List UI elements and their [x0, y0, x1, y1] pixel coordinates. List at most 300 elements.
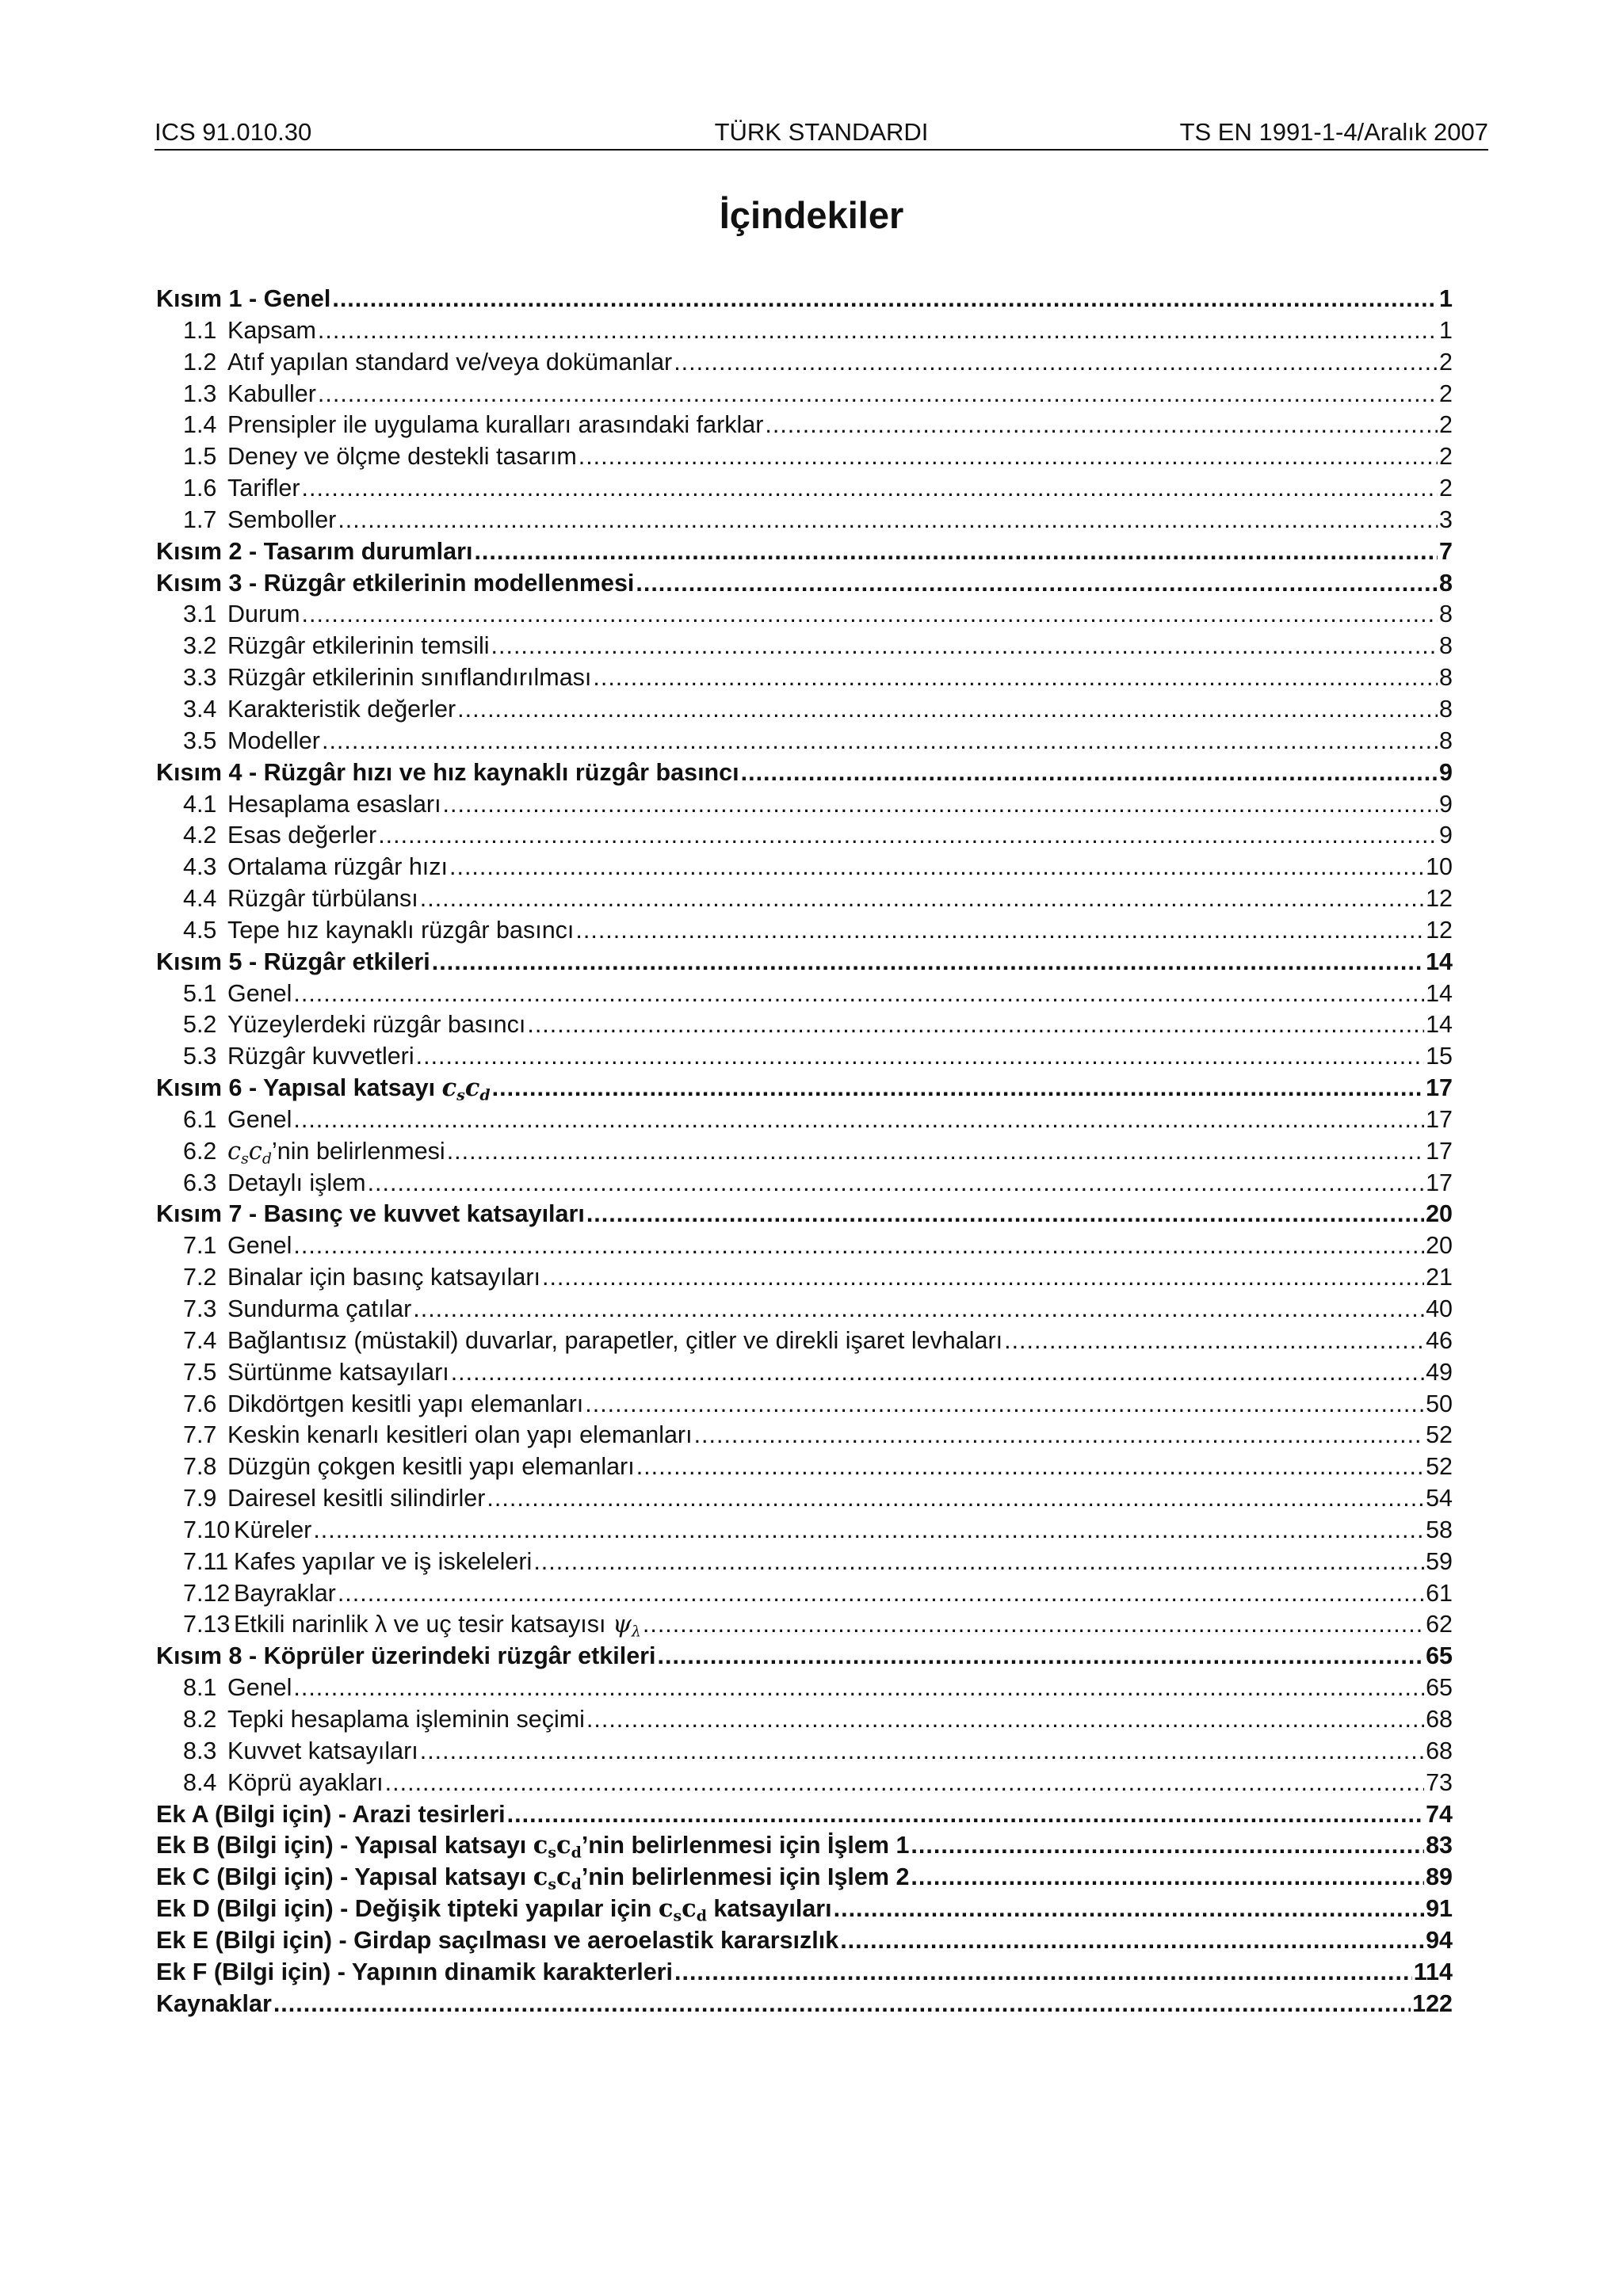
- toc-entry-label: [183, 441, 577, 473]
- toc-entry-label: [183, 631, 490, 662]
- dot-leader: [385, 1768, 1424, 1799]
- standard-type: TÜRK STANDARDI: [714, 118, 929, 146]
- toc-entry-label: [183, 1262, 540, 1294]
- toc-subsection-entry[interactable]: [156, 1609, 1453, 1641]
- toc-entry-label: [183, 1041, 414, 1073]
- toc-entry-number: 8.4: [183, 1768, 217, 1796]
- toc-entry-title: Kuvvet katsayıları: [227, 1737, 418, 1764]
- toc-subsection-entry[interactable]: [156, 1389, 1453, 1421]
- dot-leader: [368, 1168, 1424, 1199]
- dot-leader: [338, 1578, 1424, 1610]
- toc-entry-title: Düzgün çokgen kesitli yapı elemanları: [227, 1453, 635, 1481]
- toc-subsection-entry[interactable]: [156, 1420, 1453, 1451]
- toc-subsection-entry[interactable]: [156, 1515, 1453, 1547]
- toc-page-number: 1: [1439, 316, 1453, 344]
- toc-page-number: 14: [1426, 979, 1453, 1007]
- table-of-contents: [156, 284, 1453, 2019]
- toc-page-number: 46: [1426, 1326, 1453, 1354]
- toc-entry-label: [156, 1073, 491, 1104]
- toc-entry-label: [183, 1325, 1002, 1357]
- toc-subsection-entry[interactable]: [156, 599, 1453, 631]
- dot-leader: [542, 1262, 1424, 1294]
- toc-entry-label: [156, 1199, 585, 1230]
- dot-leader: [911, 1862, 1424, 1894]
- dot-leader: [273, 1989, 1411, 2020]
- toc-subsection-entry[interactable]: [156, 1736, 1453, 1768]
- dot-leader: [378, 820, 1438, 852]
- dot-leader: [533, 1547, 1424, 1578]
- dot-leader: [313, 1515, 1424, 1547]
- toc-entry-label: [183, 1736, 418, 1768]
- toc-entry-number: 6.3: [183, 1169, 217, 1196]
- toc-entry-title: Genel: [227, 1674, 292, 1702]
- toc-page-number: 12: [1426, 885, 1453, 913]
- toc-page-number: 2: [1439, 348, 1453, 376]
- toc-page-number: 68: [1426, 1737, 1453, 1764]
- toc-subsection-entry[interactable]: [156, 1168, 1453, 1199]
- toc-subsection-entry[interactable]: [156, 883, 1453, 915]
- dot-leader: [491, 631, 1438, 662]
- toc-page-number: 2: [1439, 379, 1453, 407]
- toc-entry-label: [183, 694, 456, 726]
- toc-entry-number: 5.3: [183, 1043, 217, 1070]
- toc-section-entry[interactable]: [156, 1925, 1453, 1957]
- toc-page-number: 94: [1426, 1926, 1453, 1954]
- math-symbol: $c_sc_d$: [658, 1894, 707, 1925]
- toc-page-number: 73: [1426, 1768, 1453, 1796]
- toc-entry-label: [183, 1104, 292, 1136]
- toc-page-number: 54: [1426, 1485, 1453, 1512]
- toc-page-number: 83: [1426, 1832, 1453, 1859]
- dot-leader: [443, 789, 1438, 821]
- toc-entry-number: 7.2: [183, 1264, 217, 1291]
- toc-page-number: 8: [1439, 727, 1453, 754]
- toc-entry-label: [183, 347, 672, 379]
- toc-page-number: 62: [1426, 1611, 1453, 1638]
- toc-subsection-entry[interactable]: [156, 347, 1453, 379]
- toc-entry-number: 4.1: [183, 790, 217, 818]
- toc-entry-label: [183, 473, 300, 505]
- toc-subsection-entry[interactable]: [156, 1325, 1453, 1357]
- toc-page-number: 91: [1426, 1895, 1453, 1923]
- toc-entry-title: Küreler: [234, 1516, 312, 1543]
- toc-entry-number: 7.3: [183, 1295, 217, 1322]
- toc-entry-title: Rüzgâr etkilerinin temsili: [227, 632, 490, 660]
- toc-page-number: 20: [1426, 1200, 1453, 1228]
- toc-entry-title: Sürtünme katsayıları: [227, 1358, 449, 1386]
- toc-entry-title: Esas değerler: [227, 822, 377, 849]
- toc-entry-number: 1.4: [183, 411, 217, 439]
- toc-entry-number: 7.7: [183, 1421, 217, 1449]
- toc-entry-label: [183, 1294, 411, 1325]
- toc-subsection-entry[interactable]: [156, 789, 1453, 821]
- dot-leader: [447, 1136, 1424, 1168]
- toc-entry-title: Genel: [227, 1105, 292, 1133]
- toc-entry-title: Bayraklar: [234, 1579, 336, 1607]
- toc-entry-label: [183, 1451, 635, 1483]
- toc-page-number: 7: [1439, 537, 1453, 565]
- toc-subsection-entry[interactable]: [156, 441, 1453, 473]
- dot-leader: [338, 505, 1438, 536]
- toc-subsection-entry[interactable]: [156, 852, 1453, 883]
- toc-entry-title: Kısım 8 - Köprüler üzerindeki rüzgâr etkileri: [156, 1642, 656, 1670]
- dot-leader: [332, 284, 1438, 315]
- toc-entry-title: Kaynaklar: [156, 1989, 272, 2017]
- toc-subsection-entry[interactable]: [156, 1451, 1453, 1483]
- toc-section-entry[interactable]: [156, 1830, 1453, 1862]
- toc-entry-title: Hesaplama esasları: [227, 790, 441, 818]
- toc-entry-title: Kabuller: [227, 379, 316, 407]
- toc-entry-label: [183, 1420, 693, 1451]
- dot-leader: [420, 883, 1424, 915]
- toc-entry-number: 8.2: [183, 1705, 217, 1733]
- toc-entry-title: Köprü ayakları: [227, 1768, 384, 1796]
- toc-entry-number: 7.12: [183, 1579, 231, 1607]
- dot-leader: [293, 1230, 1424, 1262]
- toc-entry-label: [183, 1230, 292, 1262]
- toc-entry-number: 7.6: [183, 1390, 217, 1417]
- toc-subsection-entry[interactable]: [156, 1009, 1453, 1041]
- toc-subsection-entry[interactable]: [156, 694, 1453, 726]
- toc-entry-number: 4.2: [183, 822, 217, 849]
- toc-entry-title: Ortalama rüzgâr hızı: [227, 853, 448, 881]
- toc-section-entry[interactable]: [156, 1894, 1453, 1925]
- dot-leader: [579, 441, 1438, 473]
- toc-entry-label: [156, 1957, 673, 1989]
- toc-page-number: 114: [1413, 1958, 1453, 1985]
- toc-entry-number: 6.2: [183, 1137, 217, 1165]
- toc-entry-number: 3.5: [183, 727, 217, 754]
- toc-entry-label: [183, 978, 292, 1010]
- dot-leader: [449, 852, 1424, 883]
- dot-leader: [318, 379, 1438, 410]
- toc-entry-title: Binalar için basınç katsayıları: [227, 1264, 540, 1291]
- toc-entry-title: Etkili narinlik λ ve uç tesir katsayısı: [234, 1611, 613, 1638]
- toc-entry-number: 3.2: [183, 632, 217, 660]
- toc-page-number: 1: [1439, 285, 1453, 312]
- dot-leader: [432, 947, 1424, 978]
- toc-entry-number: 3.3: [183, 664, 217, 692]
- toc-page-number: 21: [1426, 1264, 1453, 1291]
- toc-entry-number: 7.10: [183, 1516, 231, 1543]
- toc-page-number: 20: [1426, 1232, 1453, 1260]
- toc-entry-title: Genel: [227, 979, 292, 1007]
- dot-leader: [694, 1420, 1425, 1451]
- toc-entry-label: [156, 1830, 909, 1862]
- toc-subsection-entry[interactable]: [156, 631, 1453, 662]
- toc-subsection-entry[interactable]: [156, 1704, 1453, 1736]
- toc-section-entry[interactable]: [156, 536, 1453, 568]
- toc-entry-label: [156, 1989, 272, 2020]
- toc-subsection-entry[interactable]: [156, 505, 1453, 536]
- toc-page-number: 52: [1426, 1421, 1453, 1449]
- toc-subsection-entry[interactable]: [156, 1672, 1453, 1704]
- toc-entry-number: 8.3: [183, 1737, 217, 1764]
- toc-entry-title: Atıf yapılan standard ve/veya dokümanlar: [227, 348, 673, 376]
- dot-leader: [911, 1830, 1424, 1862]
- toc-entry-label: [183, 379, 316, 410]
- toc-page-number: 17: [1426, 1169, 1453, 1196]
- toc-section-entry[interactable]: [156, 1957, 1453, 1989]
- dot-leader: [575, 915, 1424, 947]
- toc-entry-title: Kısım 6 - Yapısal katsayı: [156, 1074, 442, 1102]
- toc-entry-label: [183, 505, 336, 536]
- toc-page-number: 68: [1426, 1705, 1453, 1733]
- toc-entry-title-suffix: ’nin belirlenmesi: [272, 1137, 445, 1165]
- toc-page-number: 14: [1426, 948, 1453, 975]
- toc-entry-label: [183, 883, 418, 915]
- page-title: İçindekiler: [719, 194, 904, 236]
- toc-entry-title: Modeller: [227, 727, 320, 754]
- toc-page-number: 65: [1426, 1674, 1453, 1702]
- toc-page-number: 17: [1426, 1137, 1453, 1165]
- dot-leader: [457, 694, 1438, 726]
- toc-page-number: 9: [1439, 790, 1453, 818]
- toc-entry-number: 4.5: [183, 916, 217, 944]
- toc-section-entry[interactable]: [156, 1799, 1453, 1831]
- dot-leader: [527, 1009, 1424, 1041]
- toc-entry-title: Semboller: [227, 505, 337, 533]
- dot-leader: [1004, 1325, 1424, 1357]
- ics-code: ICS 91.010.30: [155, 118, 312, 146]
- toc-section-entry[interactable]: [156, 568, 1453, 600]
- toc-entry-title: Keskin kenarlı kesitleri olan yapı elemanları: [227, 1421, 693, 1449]
- toc-entry-number: 1.1: [183, 316, 217, 344]
- toc-entry-label: [183, 410, 763, 441]
- dot-leader: [293, 978, 1424, 1010]
- toc-page-number: 2: [1439, 411, 1453, 439]
- toc-page-number: 2: [1439, 475, 1453, 502]
- toc-entry-number: 7.13: [183, 1611, 231, 1638]
- toc-entry-number: 1.5: [183, 443, 217, 471]
- toc-subsection-entry[interactable]: [156, 1547, 1453, 1578]
- toc-subsection-entry[interactable]: [156, 379, 1453, 410]
- toc-entry-number: 1.3: [183, 379, 217, 407]
- dot-leader: [643, 1609, 1424, 1641]
- toc-entry-label: [156, 947, 430, 978]
- toc-entry-label: [156, 568, 634, 600]
- dot-leader: [302, 599, 1438, 631]
- toc-subsection-entry[interactable]: [156, 1136, 1453, 1168]
- toc-entry-title: Rüzgâr kuvvetleri: [227, 1043, 414, 1070]
- toc-entry-title: Karakteristik değerler: [227, 695, 456, 723]
- toc-entry-label: [156, 1799, 506, 1831]
- toc-entry-number: 4.4: [183, 885, 217, 913]
- dot-leader: [322, 726, 1438, 757]
- toc-subsection-entry[interactable]: [156, 1768, 1453, 1799]
- toc-entry-number: 7.11: [183, 1547, 229, 1575]
- toc-entry-title: Kafes yapılar ve iş iskeleleri: [234, 1547, 533, 1575]
- toc-entry-number: 3.4: [183, 695, 217, 723]
- toc-page-number: 9: [1439, 758, 1453, 786]
- toc-subsection-entry[interactable]: [156, 726, 1453, 757]
- dot-leader: [636, 568, 1438, 600]
- toc-entry-title: Kısım 4 - Rüzgâr hızı ve hız kaynaklı rüzgâr basıncı: [156, 758, 739, 786]
- standard-number: TS EN 1991-1-4/Aralık 2007: [1179, 118, 1488, 146]
- toc-entry-label: [183, 726, 320, 757]
- toc-subsection-entry[interactable]: [156, 1104, 1453, 1136]
- toc-subsection-entry[interactable]: [156, 978, 1453, 1010]
- toc-entry-title: Tepe hız kaynaklı rüzgâr basıncı: [227, 916, 575, 944]
- toc-entry-title: Kısım 7 - Basınç ve kuvvet katsayıları: [156, 1200, 585, 1228]
- toc-entry-label: [183, 1768, 384, 1799]
- toc-section-entry[interactable]: [156, 1862, 1453, 1894]
- toc-section-entry[interactable]: [156, 1073, 1453, 1104]
- toc-entry-number: 4.3: [183, 853, 217, 881]
- toc-entry-title-suffix: ’nin belirlenmesi için Işlem 2: [581, 1863, 910, 1891]
- dot-leader: [293, 1104, 1424, 1136]
- toc-entry-title: Rüzgâr etkilerinin sınıflandırılması: [227, 664, 592, 692]
- dot-leader: [741, 757, 1438, 789]
- toc-subsection-entry[interactable]: [156, 1357, 1453, 1389]
- toc-subsection-entry[interactable]: [156, 820, 1453, 852]
- toc-entry-label: [183, 1136, 445, 1168]
- toc-page-number: 14: [1426, 1011, 1453, 1039]
- toc-page-number: 3: [1439, 505, 1453, 533]
- toc-section-entry[interactable]: [156, 1989, 1453, 2020]
- toc-entry-title: Ek D (Bilgi için) - Değişik tipteki yapılar için: [156, 1895, 659, 1923]
- toc-subsection-entry[interactable]: [156, 915, 1453, 947]
- toc-page-number: 50: [1426, 1390, 1453, 1417]
- dot-leader: [413, 1294, 1424, 1325]
- toc-entry-label: [183, 1547, 532, 1578]
- dot-leader: [487, 1483, 1424, 1515]
- toc-page-number: 89: [1426, 1863, 1453, 1891]
- toc-section-entry[interactable]: [156, 1199, 1453, 1230]
- toc-entry-title: Prensipler ile uygulama kuralları arasındaki farklar: [227, 411, 764, 439]
- toc-entry-label: [156, 1894, 832, 1925]
- dot-leader: [658, 1641, 1425, 1672]
- dot-leader: [318, 315, 1438, 347]
- dot-leader: [834, 1894, 1424, 1925]
- toc-section-entry[interactable]: [156, 947, 1453, 978]
- toc-page-number: 8: [1439, 664, 1453, 692]
- toc-entry-title: Genel: [227, 1232, 292, 1260]
- dot-leader: [765, 410, 1438, 441]
- toc-entry-label: [156, 536, 472, 568]
- toc-page-number: 59: [1426, 1547, 1453, 1575]
- dot-leader: [586, 1199, 1424, 1230]
- dot-leader: [451, 1357, 1424, 1389]
- toc-entry-title: Bağlantısız (müstakil) duvarlar, parapetler, çitler ve direkli işaret levhaları: [227, 1326, 1003, 1354]
- toc-entry-number: 3.1: [183, 601, 217, 628]
- toc-page-number: 52: [1426, 1453, 1453, 1481]
- toc-entry-title: Ek B (Bilgi için) - Yapısal katsayı: [156, 1832, 533, 1859]
- toc-entry-label: [183, 852, 448, 883]
- toc-page-number: 8: [1439, 632, 1453, 660]
- toc-entry-label: [183, 1357, 449, 1389]
- dot-leader: [474, 536, 1438, 568]
- toc-subsection-entry[interactable]: [156, 1483, 1453, 1515]
- toc-subsection-entry[interactable]: [156, 662, 1453, 694]
- toc-subsection-entry[interactable]: [156, 1262, 1453, 1294]
- toc-page-number: 61: [1426, 1579, 1453, 1607]
- toc-entry-title: Sundurma çatılar: [227, 1295, 412, 1322]
- toc-entry-label: [183, 1704, 585, 1736]
- toc-entry-title: Yüzeylerdeki rüzgâr basıncı: [227, 1011, 526, 1039]
- math-symbol: $\psi_\lambda$: [612, 1611, 641, 1641]
- toc-entry-title: Kısım 5 - Rüzgâr etkileri: [156, 948, 430, 975]
- toc-page-number: 40: [1426, 1295, 1453, 1322]
- math-symbol: $c_sc_d$: [441, 1074, 491, 1104]
- toc-page-number: 122: [1412, 1989, 1453, 2017]
- page-header: [155, 117, 1488, 151]
- toc-entry-title: Ek C (Bilgi için) - Yapısal katsayı: [156, 1863, 533, 1891]
- toc-subsection-entry[interactable]: [156, 1578, 1453, 1610]
- toc-entry-number: 7.4: [183, 1326, 217, 1354]
- math-symbol: $c_sc_d$: [227, 1137, 272, 1168]
- toc-entry-label: [156, 1862, 909, 1894]
- toc-entry-label: [156, 757, 739, 789]
- toc-entry-label: [156, 1641, 656, 1672]
- dot-leader: [492, 1073, 1424, 1104]
- toc-page-number: 8: [1439, 601, 1453, 628]
- toc-entry-label: [183, 1168, 366, 1199]
- dot-leader: [302, 473, 1438, 505]
- toc-subsection-entry[interactable]: [156, 315, 1453, 347]
- toc-page-number: 8: [1439, 695, 1453, 723]
- toc-entry-title: Tarifler: [227, 475, 300, 502]
- toc-entry-label: [156, 284, 330, 315]
- toc-entry-title: Kısım 2 - Tasarım durumları: [156, 537, 473, 565]
- toc-entry-label: [183, 915, 574, 947]
- toc-entry-number: 7.1: [183, 1232, 217, 1260]
- toc-entry-title: Kısım 3 - Rüzgâr etkilerinin modellenmesi: [156, 569, 635, 597]
- toc-entry-number: 7.9: [183, 1485, 217, 1512]
- toc-page-number: 65: [1426, 1642, 1453, 1670]
- toc-page-number: 17: [1426, 1105, 1453, 1133]
- math-symbol: $c_sc_d$: [533, 1863, 582, 1894]
- toc-page-number: 12: [1426, 916, 1453, 944]
- toc-section-entry[interactable]: [156, 1641, 1453, 1672]
- toc-page-number: 58: [1426, 1516, 1453, 1543]
- toc-entry-title: Kısım 1 - Genel: [156, 285, 331, 312]
- toc-subsection-entry[interactable]: [156, 473, 1453, 505]
- dot-leader: [420, 1736, 1424, 1768]
- toc-page-number: 15: [1426, 1043, 1453, 1070]
- toc-entry-label: [183, 1515, 311, 1547]
- toc-entry-label: [183, 662, 591, 694]
- toc-entry-title: Ek E (Bilgi için) - Girdap saçılması ve aeroelastik kararsızlık: [156, 1926, 839, 1954]
- toc-section-entry[interactable]: [156, 284, 1453, 315]
- toc-page-number: 2: [1439, 443, 1453, 471]
- toc-entry-number: 1.2: [183, 348, 217, 376]
- dot-leader: [840, 1925, 1424, 1957]
- toc-entry-number: 1.7: [183, 505, 217, 533]
- dot-leader: [293, 1672, 1424, 1704]
- toc-entry-title: Ek F (Bilgi için) - Yapının dinamik karakterleri: [156, 1958, 673, 1985]
- toc-subsection-entry[interactable]: [156, 1230, 1453, 1262]
- toc-entry-title: Detaylı işlem: [227, 1169, 366, 1196]
- toc-subsection-entry[interactable]: [156, 1041, 1453, 1073]
- toc-entry-title: Tepki hesaplama işleminin seçimi: [227, 1705, 585, 1733]
- toc-page-number: 17: [1426, 1074, 1453, 1102]
- toc-entry-number: 7.8: [183, 1453, 217, 1481]
- toc-subsection-entry[interactable]: [156, 1294, 1453, 1325]
- toc-section-entry[interactable]: [156, 757, 1453, 789]
- toc-entry-label: [183, 599, 300, 631]
- dot-leader: [636, 1451, 1424, 1483]
- toc-entry-number: 8.1: [183, 1674, 217, 1702]
- toc-entry-title: Dairesel kesitli silindirler: [227, 1485, 486, 1512]
- dot-leader: [585, 1389, 1424, 1421]
- dot-leader: [416, 1041, 1424, 1073]
- toc-entry-title: Ek A (Bilgi için) - Arazi tesirleri: [156, 1800, 506, 1828]
- toc-entry-label: [183, 1578, 336, 1610]
- dot-leader: [674, 1957, 1412, 1989]
- toc-subsection-entry[interactable]: [156, 410, 1453, 441]
- toc-entry-number: 7.5: [183, 1358, 217, 1386]
